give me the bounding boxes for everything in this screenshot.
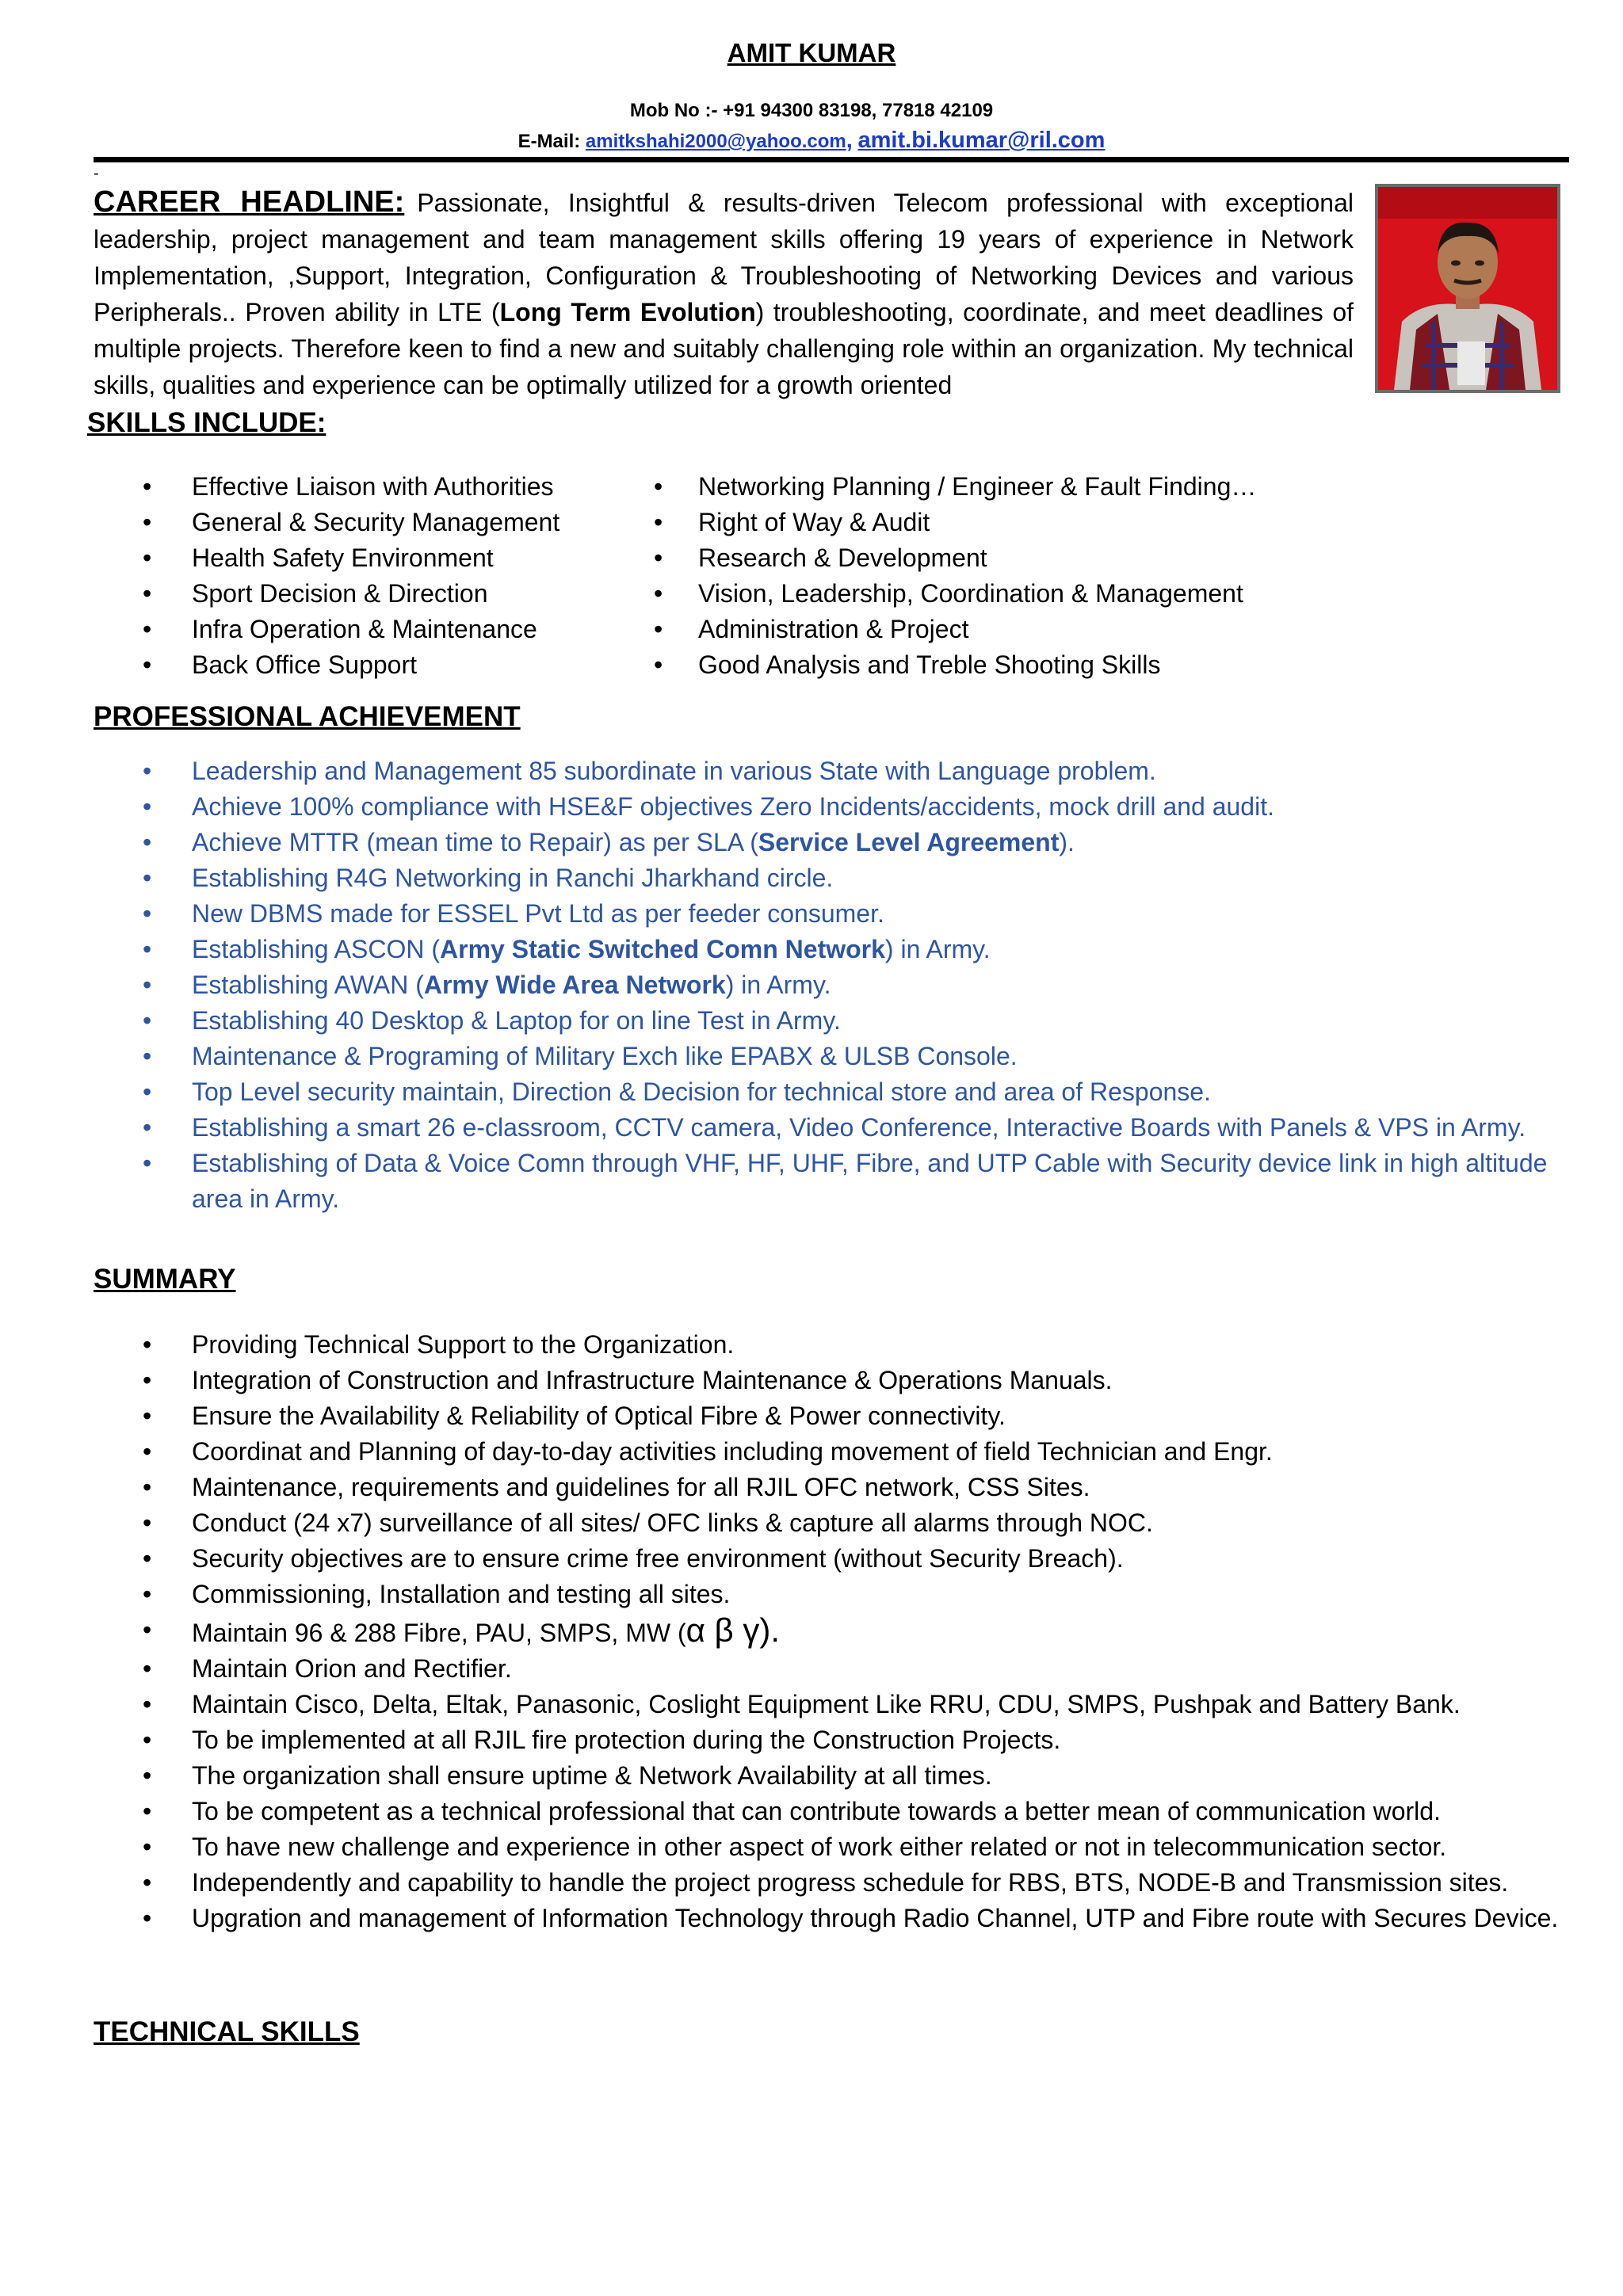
career-heading: CAREER HEADLINE: — [94, 185, 405, 219]
skill-item: • Administration & Project — [654, 612, 1256, 647]
summary-text: The organization shall ensure uptime & Network Availability at all times. — [192, 1761, 992, 1790]
career-text-1: Passionate, Insightful & results-driven Telecom professional with exceptional leadership, project management and team management skills offering 19 years of experience in Network Implementation, ,Support, Integration, Configuration & Troubleshooting of Networking Devices and various Peripherals.. Proven ability in LTE ( — [94, 189, 1354, 326]
achievement-bold-text: Army Wide Area Network — [423, 971, 726, 999]
summary-heading: SUMMARY — [94, 1264, 236, 1295]
summary-item — [94, 1865, 1568, 1901]
email-primary-link[interactable]: amitkshahi2000@yahoo.com — [585, 131, 846, 152]
summary-item — [94, 1829, 1568, 1865]
achievement-item — [94, 1110, 1568, 1146]
achievement-item — [94, 1146, 1568, 1217]
stray-mark: - — [94, 165, 99, 182]
career-text-bold: Long Term Evolution — [499, 298, 756, 326]
summary-text: Coordinat and Planning of day-to-day activities including movement of field Technician and Engr. — [192, 1437, 1273, 1466]
achievement-list — [94, 753, 1568, 1217]
achievement-text: Establishing 40 Desktop & Laptop for on line Test in Army. — [192, 1006, 841, 1035]
achievement-bold-text: Army Static Switched Comn Network — [440, 935, 885, 963]
greek-letters: α β γ). — [685, 1611, 781, 1649]
profile-photo-illustration — [1378, 187, 1557, 390]
achievement-item — [94, 1003, 1568, 1039]
summary-item — [94, 1794, 1568, 1829]
summary-text: To be implemented at all RJIL fire protection during the Construction Projects. — [192, 1726, 1061, 1754]
summary-list — [94, 1327, 1568, 1936]
summary-item — [94, 1434, 1568, 1470]
achievement-text: Establishing AWAN ( — [192, 971, 424, 999]
skills-list-right — [654, 469, 1256, 683]
achievement-text: Maintenance & Programing of Military Exch like EPABX & ULSB Console. — [192, 1042, 1018, 1070]
candidate-name: AMIT KUMAR — [727, 38, 896, 67]
achievement-item — [94, 932, 1568, 967]
achievement-item — [94, 860, 1568, 896]
summary-item — [94, 1687, 1568, 1722]
achievement-text-end: ) in Army. — [884, 935, 991, 963]
summary-item — [94, 1363, 1568, 1398]
skill-item: • Research & Development — [654, 540, 1256, 576]
achievement-text: Establishing R4G Networking in Ranchi Jharkhand circle. — [192, 864, 834, 892]
summary-text: Independently and capability to handle the project progress schedule for RBS, BTS, NODE-B and Transmission sites. — [192, 1868, 1509, 1897]
profile-photo — [1375, 184, 1560, 393]
achievement-text: Establishing of Data & Voice Comn through VHF, HF, UHF, Fibre, and UTP Cable with Security device link in high altitude area in Army. — [192, 1149, 1548, 1213]
skill-item: • Right of Way & Audit — [654, 505, 1256, 540]
summary-text: Maintain 96 & 288 Fibre, PAU, SMPS, MW ( — [192, 1619, 686, 1647]
summary-item — [94, 1651, 1568, 1687]
summary-text: To be competent as a technical professional that can contribute towards a better mean of communication world. — [192, 1797, 1441, 1825]
skill-item: • Effective Liaison with Authorities — [94, 469, 559, 505]
summary-item — [94, 1398, 1568, 1434]
summary-text: Ensure the Availability & Reliability of Optical Fibre & Power connectivity. — [192, 1402, 1006, 1430]
email-line — [0, 128, 1623, 154]
skill-item: • Infra Operation & Maintenance — [94, 612, 559, 647]
summary-item — [94, 1470, 1568, 1505]
summary-text: Maintain Orion and Rectifier. — [192, 1654, 512, 1683]
achievement-text: Top Level security maintain, Direction & Decision for technical store and area of Response. — [192, 1077, 1211, 1106]
achievement-text: Achieve 100% compliance with HSE&F objectives Zero Incidents/accidents, mock drill and audit. — [192, 792, 1274, 821]
achievement-item — [94, 896, 1568, 932]
achievement-text: Establishing ASCON ( — [192, 935, 441, 963]
achievement-item — [94, 825, 1568, 860]
achievement-bold-text: Service Level Agreement — [758, 828, 1060, 856]
summary-item — [94, 1758, 1568, 1794]
career-headline — [94, 184, 1354, 402]
email-label: E-Mail: — [517, 131, 581, 152]
skill-item: • Good Analysis and Treble Shooting Skills — [654, 647, 1256, 683]
career-text-2: ) troubleshooting, coordinate, and meet deadlines of multiple projects. Therefore keen to find a new and suitably challenging role within an organization. My technical skills, qualities and experience can be optimally utilized for a growth oriented — [94, 298, 1354, 399]
summary-item — [94, 1505, 1568, 1541]
skill-item: • Sport Decision & Direction — [94, 576, 559, 612]
skill-item: • Health Safety Environment — [94, 540, 559, 576]
skill-item: • Vision, Leadership, Coordination & Management — [654, 576, 1256, 612]
skills-list-left — [94, 469, 559, 683]
summary-item — [94, 1577, 1568, 1612]
achievement-text: Leadership and Management 85 subordinate in various State with Language problem. — [192, 757, 1156, 785]
email-separator: , — [846, 128, 853, 153]
summary-item — [94, 1327, 1568, 1363]
mobile-number: Mob No :- +91 94300 83198, 77818 42109 — [629, 100, 994, 121]
skill-item: • Back Office Support — [94, 647, 559, 683]
achievement-text: Establishing a smart 26 e-classroom, CCTV camera, Video Conference, Interactive Boards with Panels & VPS in Army. — [192, 1113, 1526, 1142]
summary-text: Commissioning, Installation and testing all sites. — [192, 1580, 731, 1608]
summary-text: Upgration and management of Information Technology through Radio Channel, UTP and Fibre route with Secures Device. — [192, 1904, 1559, 1932]
email-secondary-link[interactable]: amit.bi.kumar@ril.com — [857, 128, 1106, 153]
achievement-item — [94, 1074, 1568, 1110]
summary-text: To have new challenge and experience in other aspect of work either related or not in telecommunication sector. — [192, 1833, 1447, 1861]
achievement-item — [94, 1039, 1568, 1074]
summary-text: Integration of Construction and Infrastructure Maintenance & Operations Manuals. — [192, 1366, 1113, 1394]
achievement-text: New DBMS made for ESSEL Pvt Ltd as per feeder consumer. — [192, 899, 884, 928]
skill-item: • Networking Planning / Engineer & Fault Finding… — [654, 469, 1256, 505]
skill-item: • General & Security Management — [94, 505, 559, 540]
achievement-item — [94, 753, 1568, 789]
summary-text: Providing Technical Support to the Organization. — [192, 1330, 735, 1359]
achievement-text-end: ). — [1059, 828, 1075, 856]
summary-item — [94, 1541, 1568, 1577]
achievement-item — [94, 789, 1568, 825]
summary-item — [94, 1722, 1568, 1758]
summary-text: Conduct (24 x7) surveillance of all sites/ OFC links & capture all alarms through NOC. — [192, 1508, 1153, 1537]
achievement-text: Achieve MTTR (mean time to Repair) as per SLA ( — [192, 828, 758, 856]
summary-text: Security objectives are to ensure crime free environment (without Security Breach). — [192, 1544, 1124, 1573]
summary-text: Maintain Cisco, Delta, Eltak, Panasonic, Coslight Equipment Like RRU, CDU, SMPS, Pushpak and Battery Bank. — [192, 1690, 1461, 1718]
skills-heading: SKILLS INCLUDE: — [87, 407, 327, 438]
achievement-text-end: ) in Army. — [725, 971, 831, 999]
summary-item — [94, 1901, 1568, 1936]
technical-skills-heading: TECHNICAL SKILLS — [94, 2016, 360, 2047]
header-divider — [94, 157, 1569, 162]
summary-item — [94, 1612, 1568, 1651]
summary-text: Maintenance, requirements and guidelines for all RJIL OFC network, CSS Sites. — [192, 1473, 1090, 1501]
achievement-heading: PROFESSIONAL ACHIEVEMENT — [94, 701, 521, 732]
achievement-item — [94, 967, 1568, 1003]
